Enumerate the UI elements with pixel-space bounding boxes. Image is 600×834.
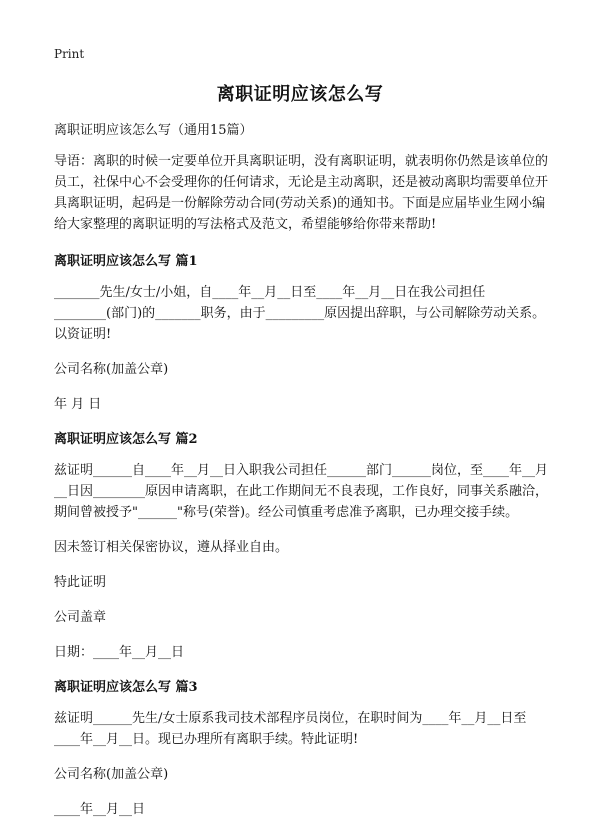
section-body: 兹证明______自____年__月__日入职我公司担任______部门______岗位，至____年__月__日因________原因申请离职，在此工作期间无不良表现，工作良好，同事关系融洽，期间曾被授予"______"称号(荣誉)。经公司慎重考虑准予离职，已办理交接手续。 xyxy=(54,463,549,520)
section-heading: 离职证明应该怎么写 篇3 xyxy=(54,680,198,695)
confidentiality-line: 因未签订相关保密协议，遵从择业自由。 xyxy=(54,540,289,555)
date-line: ____年__月__日 xyxy=(54,802,146,817)
intro-paragraph: 导语：离职的时候一定要单位开具离职证明，没有离职证明，就表明你仍然是该单位的员工，社保中心不会受理你的任何请求，无论是主动离职，还是被动离职均需要单位开具离职证明，起码是一份解除劳动合同(劳动关系)的通知书。下面是应届毕业生网小编给大家整理的离职证明的写法格式及范文，希望能够给你带来帮助! xyxy=(54,154,549,232)
print-label[interactable]: Print xyxy=(54,47,85,61)
document-content xyxy=(54,120,550,834)
section-3 xyxy=(54,677,550,820)
section-heading: 离职证明应该怎么写 篇2 xyxy=(54,432,198,447)
document-subtitle: 离职证明应该怎么写（通用15篇） xyxy=(54,123,253,138)
date-line: 日期：____年__月__日 xyxy=(54,645,185,660)
company-name-line: 公司名称(加盖公章) xyxy=(54,767,169,782)
company-seal-line: 公司盖章 xyxy=(54,610,107,625)
company-name-line: 公司名称(加盖公章) xyxy=(54,362,169,377)
section-heading: 离职证明应该怎么写 篇1 xyxy=(54,254,198,269)
date-line: 年 月 日 xyxy=(54,397,102,412)
section-body: _______先生/女士/小姐，自____年__月__日至____年__月__日在我公司担任________(部门)的_______职务，由于_________原因提出辞职，与公司解除劳动关系。以资证明! xyxy=(54,285,546,342)
section-body: 兹证明______先生/女士原系我司技术部程序员岗位，在职时间为____年__月__日至____年__月__日。现已办理所有离职手续。特此证明! xyxy=(54,711,527,747)
document-title: 离职证明应该怎么写 xyxy=(216,84,384,105)
section-2 xyxy=(54,429,550,663)
section-1 xyxy=(54,251,550,415)
certification-line: 特此证明 xyxy=(54,575,107,590)
